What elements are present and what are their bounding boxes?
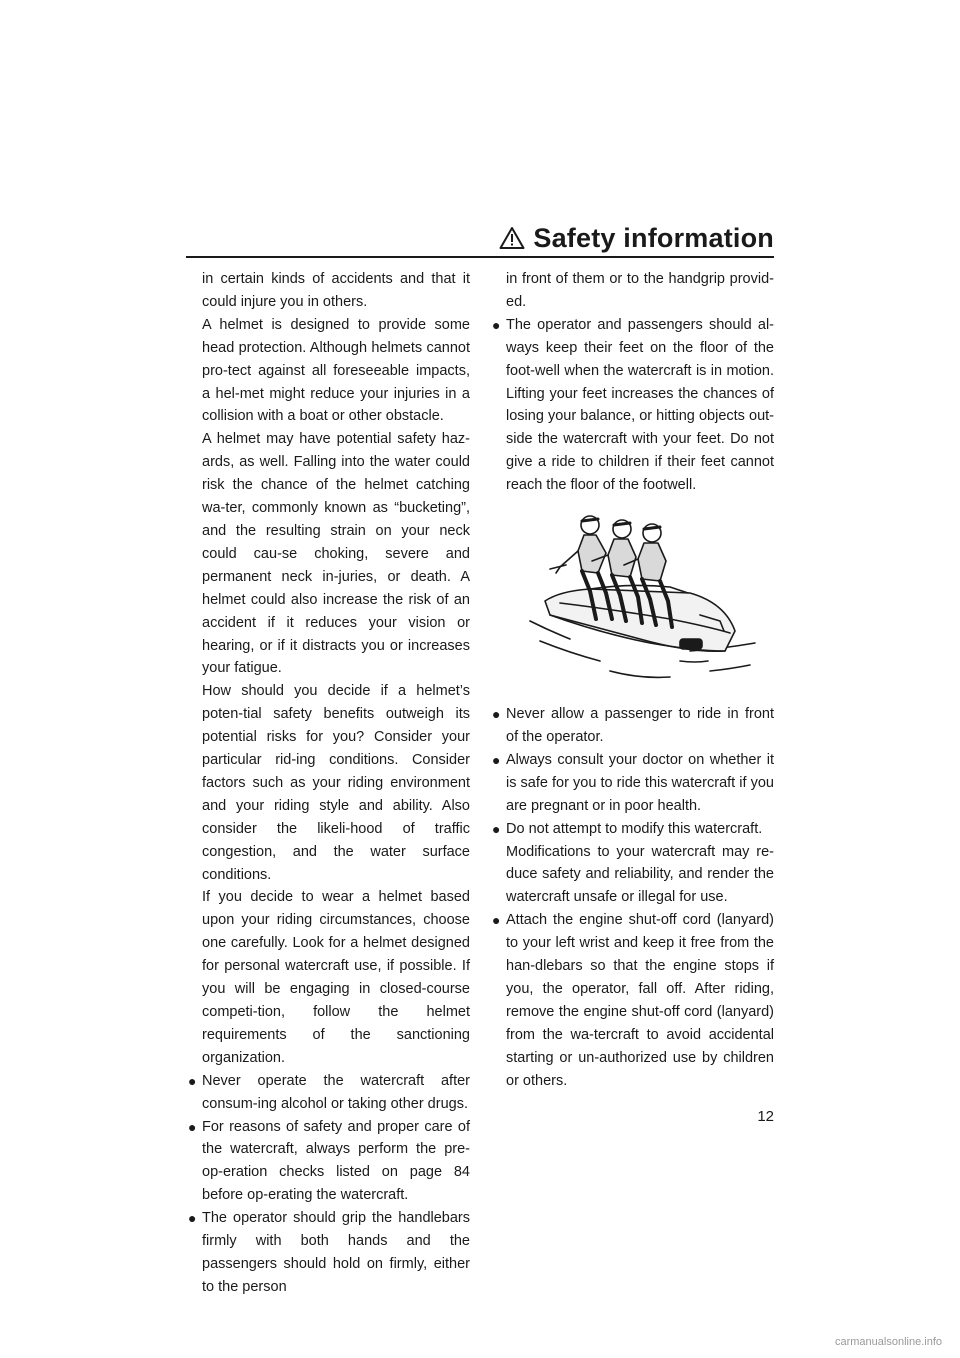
watercraft-figure <box>490 511 774 689</box>
bullet-text: Never allow a passenger to ride in front of the operator. <box>506 706 774 745</box>
bullet-icon: ● <box>188 1210 197 1227</box>
paragraph: A helmet may have potential safety haz-ards, as well. Falling into the water could risk the chance of the helmet catching wa-ter, commonly known as “bucketing”, and the resulting strain on your neck could cau-se choking, severe and permanent neck in-juries, or death. A helmet could also increase the risk of an accident if it reduces your vision or hearing, or if it distracts you or increases your fatigue. <box>202 431 470 677</box>
list-item <box>186 1116 470 1208</box>
bullet-text: Never operate the watercraft after consum-ing alcohol or taking other drugs. <box>202 1072 470 1112</box>
list-item <box>490 703 774 749</box>
bullet-icon: ● <box>188 1118 197 1135</box>
right-column <box>490 268 774 1092</box>
paragraph: Modifications to your watercraft may re-duce safety and reliability, and render the watercraft unsafe or illegal for use. <box>506 843 774 906</box>
bullet-icon: ● <box>188 1072 197 1089</box>
bullet-icon: ● <box>492 820 501 837</box>
bullet-text: The operator should grip the handlebars firmly with both hands and the passengers should hold on firmly, either to the person <box>202 1210 470 1295</box>
bullet-text: Always consult your doctor on whether it is safe for you to ride this watercraft if you are pregnant or in poor health. <box>506 751 774 814</box>
list-item <box>186 1070 470 1116</box>
page-number: 12 <box>757 1108 774 1125</box>
page-title: Safety information <box>533 223 774 253</box>
bullet-text: The operator and passengers should al-ways keep their feet on the floor of the foot-well when the watercraft is in motion. Lifting your feet increases the chances of losing your balance, or hitting objects out-side the watercraft with your feet. Do not give a ride to children if their feet cannot reach the floor of the footwell. <box>506 316 774 494</box>
list-item <box>490 314 774 497</box>
paragraph: How should you decide if a helmet’s poten-tial safety benefits outweigh its potential risks for you? Consider your particular rid-ing conditions. Consider factors such as your riding environment and your riding style and ability. Also consider the likeli-hood of traffic congestion, and the water surface conditions. <box>202 683 470 883</box>
warning-triangle-icon <box>499 226 525 250</box>
bullet-icon: ● <box>492 751 501 768</box>
paragraph: in front of them or to the handgrip provid-ed. <box>506 271 774 310</box>
bullet-text: For reasons of safety and proper care of the watercraft, always perform the pre-op-eration checks listed on page 84 before op-erating the watercraft. <box>202 1118 470 1204</box>
list-item <box>186 1207 470 1299</box>
page-header <box>186 222 774 258</box>
three-riders-on-watercraft-illustration <box>520 511 760 689</box>
list-item <box>490 909 774 1092</box>
header-inner <box>499 222 774 254</box>
paragraph: If you decide to wear a helmet based upon your riding circumstances, choose one carefully. Look for a helmet designed for personal watercraft use, if possible. If you will be engaging in closed-course competi-tion, follow the helmet requirements of the sanctioning organization. <box>202 889 470 1066</box>
bullet-text: Attach the engine shut-off cord (lanyard) to your left wrist and keep it free from the han-dlebars so that the engine stops if you, the operator, fall off. After riding, remove the engine shut-off cord (lanyard) from the wa-tercraft to avoid accidental starting or un-authorized use by children or others. <box>506 912 774 1089</box>
bullet-icon: ● <box>492 912 501 929</box>
bullet-icon: ● <box>492 706 501 723</box>
bullet-icon: ● <box>492 316 501 333</box>
watermark: carmanualsonline.info <box>834 1336 942 1348</box>
bullet-text: Do not attempt to modify this watercraft. <box>506 820 763 837</box>
left-column <box>186 268 470 1299</box>
paragraph: A helmet is designed to provide some head protection. Although helmets cannot pro-tect against all foreseeable impacts, a hel-met might reduce your injuries in a collision with a boat or other obstacle. <box>202 316 470 425</box>
list-item <box>490 749 774 818</box>
list-item <box>490 818 774 841</box>
paragraph: in certain kinds of accidents and that it could injure you in others. <box>202 271 470 310</box>
